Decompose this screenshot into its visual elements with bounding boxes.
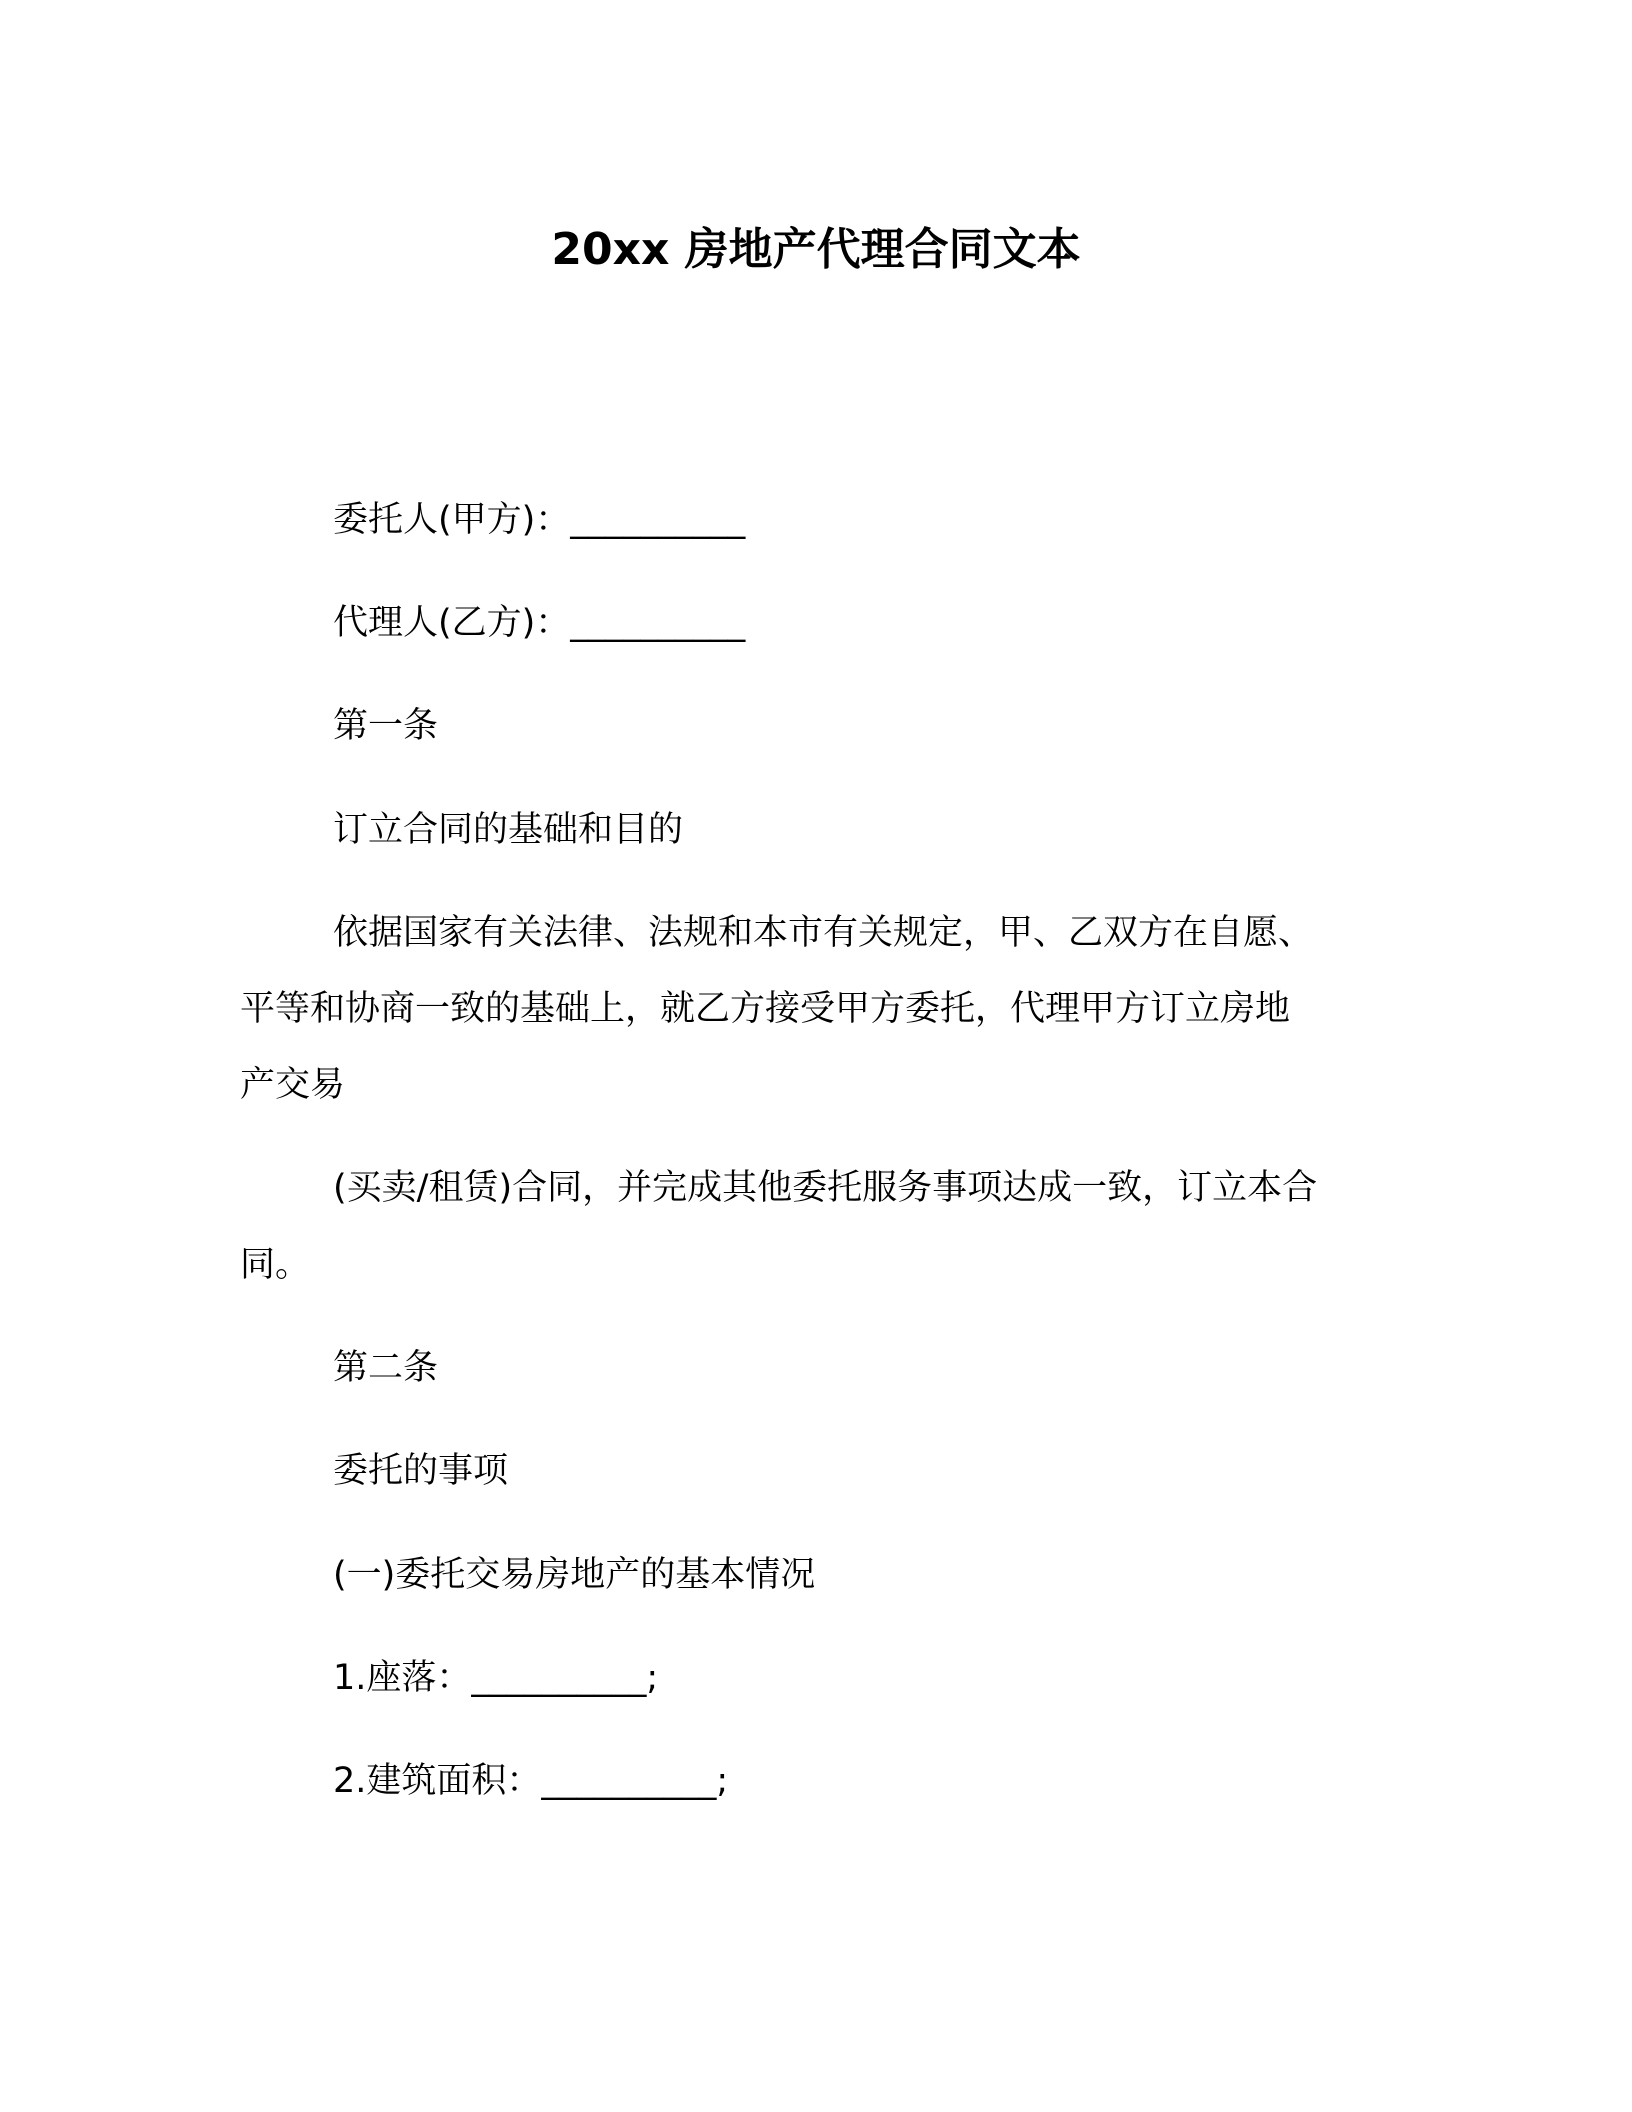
location-field-line: 1.座落：__________; <box>333 1658 659 1698</box>
article-1-heading: 第一条 <box>333 706 439 746</box>
principal-party-line: 委托人(甲方)：__________ <box>333 500 746 540</box>
article-1-subtitle: 订立合同的基础和目的 <box>333 810 684 850</box>
article-1-paragraph-2-line-1: (买卖/租赁)合同，并完成其他委托服务事项达成一致，订立本合 <box>333 1168 1318 1208</box>
article-1-paragraph-2-line-2: 同。 <box>240 1245 311 1285</box>
agent-party-line: 代理人(乙方)：__________ <box>333 603 746 643</box>
article-2-heading: 第二条 <box>333 1348 439 1388</box>
article-2-subtitle: 委托的事项 <box>333 1451 509 1491</box>
section-1-heading: (一)委托交易房地产的基本情况 <box>333 1555 816 1595</box>
article-1-paragraph-line-2: 平等和协商一致的基础上，就乙方接受甲方委托，代理甲方订立房地 <box>240 989 1291 1029</box>
document-title: 20xx 房地产代理合同文本 <box>551 224 1081 275</box>
article-1-paragraph-line-3: 产交易 <box>240 1065 346 1105</box>
floor-area-field-line: 2.建筑面积：__________; <box>333 1761 729 1801</box>
article-1-paragraph-line-1: 依据国家有关法律、法规和本市有关规定，甲、乙双方在自愿、 <box>333 913 1314 953</box>
